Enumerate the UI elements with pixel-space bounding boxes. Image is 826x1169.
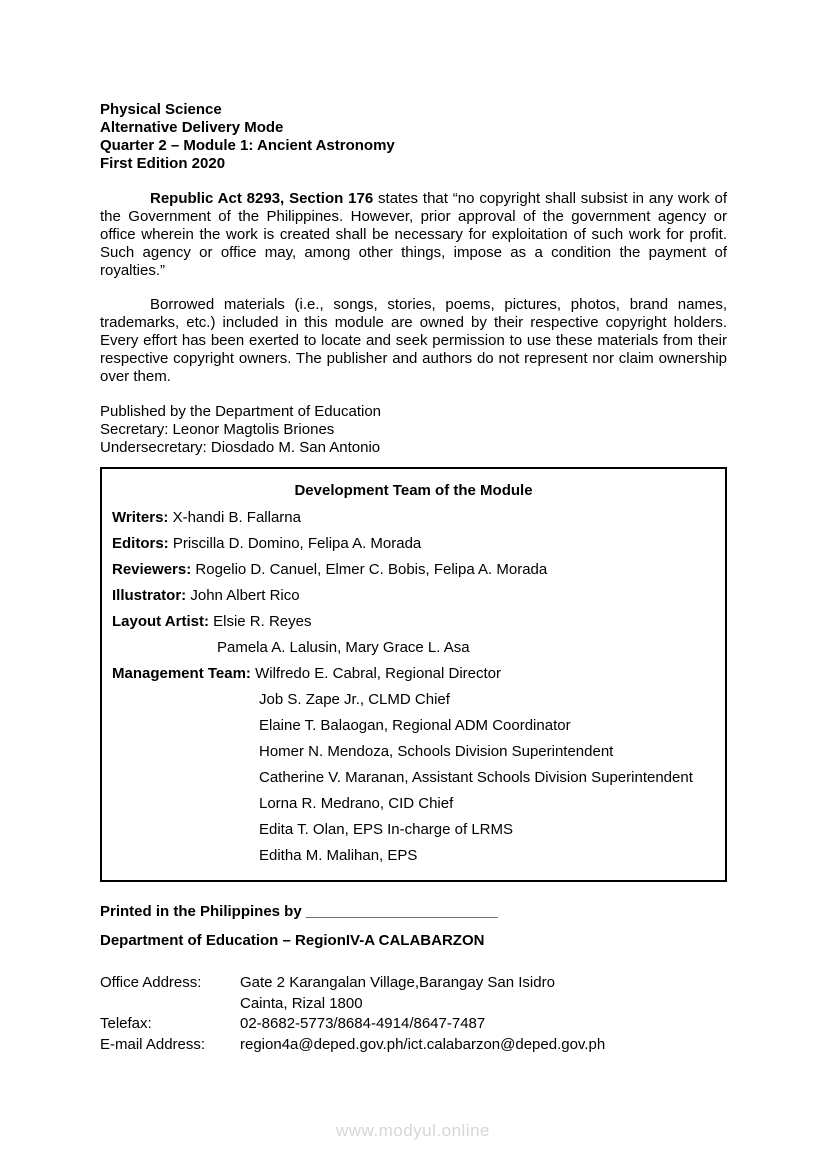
- role-names: Elsie R. Reyes: [213, 613, 312, 630]
- role-names: Lorna R. Medrano, CID Chief: [259, 795, 454, 812]
- dev-team-row: [112, 509, 715, 527]
- role-label: Illustrator:: [112, 587, 187, 604]
- development-team-box: [100, 467, 727, 882]
- header-line-mode: Alternative Delivery Mode: [100, 119, 284, 136]
- dev-team-row: [112, 665, 715, 683]
- role-label: Management Team:: [112, 665, 251, 682]
- contact-label: E-mail Address:: [100, 1035, 206, 1053]
- republic-act-bold: Republic Act 8293, Section 176: [150, 190, 374, 207]
- header-line-title: Physical Science: [100, 101, 222, 118]
- dev-team-row: [112, 639, 715, 657]
- contact-label: Office Address:: [100, 974, 202, 991]
- dev-team-row: [112, 743, 715, 761]
- republic-act-text: states that “no copyright shall subsist in any work of the Government of the Philippines. However, prior approval of the government agency or office wherein the work is created shall be necessary for exploitation of such work for profit. Such agency or office may, among other things, impose as a condition the payment of royalties.”: [100, 190, 727, 279]
- contact-label: [100, 994, 240, 1015]
- undersecretary-line: Undersecretary: Diosdado M. San Antonio: [100, 439, 381, 456]
- role-names: X-handi B. Fallarna: [172, 509, 301, 526]
- copyright-act-paragraph: [100, 190, 727, 280]
- role-names: Catherine V. Maranan, Assistant Schools Division Superintendent: [259, 769, 693, 786]
- borrowed-materials-paragraph: Borrowed materials (i.e., songs, stories, poems, pictures, photos, brand names, trademarks, etc.) included in this module are owned by their respective copyright holders. Every effort has been exerted to locate and seek permission to use these materials from their respective copyright owners. The publisher and authors do not represent nor claim ownership over them.: [100, 296, 727, 385]
- telefax-numbers: 02-8682-5773/8684-4914/8647-7487: [240, 1015, 486, 1032]
- publisher-block: [100, 403, 727, 457]
- dev-team-row: [112, 821, 715, 839]
- watermark-text: www.modyul.online: [335, 1121, 490, 1140]
- role-names: Wilfredo E. Cabral, Regional Director: [255, 665, 502, 682]
- role-names: Rogelio D. Canuel, Elmer C. Bobis, Felipa A. Morada: [195, 561, 548, 578]
- contact-row: [100, 1035, 727, 1056]
- header-line-edition: First Edition 2020: [100, 155, 226, 172]
- role-names: Edita T. Olan, EPS In-charge of LRMS: [259, 821, 514, 838]
- role-names: Editha M. Malihan, EPS: [259, 847, 418, 864]
- office-address-line1: Gate 2 Karangalan Village,Barangay San Isidro: [240, 974, 555, 991]
- dev-team-row: [112, 535, 715, 553]
- role-label: Editors:: [112, 535, 169, 552]
- dev-team-row: [112, 795, 715, 813]
- email-addresses: region4a@deped.gov.ph/ict.calabarzon@deped.gov.ph: [240, 1035, 606, 1053]
- printed-blank-line: _______________________: [305, 903, 498, 920]
- role-names: Elaine T. Balaogan, Regional ADM Coordinator: [259, 717, 571, 734]
- dev-team-row: [112, 717, 715, 735]
- contact-label: Telefax:: [100, 1015, 152, 1032]
- dev-team-row: [112, 613, 715, 631]
- dev-team-row: [112, 587, 715, 605]
- printed-label: Printed in the Philippines by: [100, 903, 302, 920]
- role-label: Layout Artist:: [112, 613, 209, 630]
- printed-line: [100, 903, 727, 921]
- published-by-line: Published by the Department of Education: [100, 403, 382, 420]
- role-label: Writers:: [112, 509, 169, 526]
- dev-team-row: [112, 561, 715, 579]
- dev-team-title: Development Team of the Module: [294, 482, 533, 499]
- role-label: Reviewers:: [112, 561, 192, 578]
- contact-block: [100, 973, 727, 1055]
- dev-team-row: [112, 691, 715, 709]
- role-names: Priscilla D. Domino, Felipa A. Morada: [172, 535, 422, 552]
- contact-row: [100, 994, 727, 1015]
- header-line-module: Quarter 2 – Module 1: Ancient Astronomy: [100, 137, 395, 154]
- dev-team-row: [112, 769, 715, 787]
- role-names: Homer N. Mendoza, Schools Division Superintendent: [259, 743, 614, 760]
- department-region-line: Department of Education – RegionIV-A CALABARZON: [100, 932, 485, 949]
- role-names: Pamela A. Lalusin, Mary Grace L. Asa: [217, 639, 470, 656]
- dev-team-row: [112, 847, 715, 865]
- module-header: [100, 101, 727, 173]
- secretary-line: Secretary: Leonor Magtolis Briones: [100, 421, 335, 438]
- office-address-line2: Cainta, Rizal 1800: [240, 994, 363, 1012]
- contact-row: [100, 1014, 727, 1035]
- role-names: John Albert Rico: [190, 587, 300, 604]
- role-names: Job S. Zape Jr., CLMD Chief: [259, 691, 450, 708]
- contact-row: [100, 973, 727, 994]
